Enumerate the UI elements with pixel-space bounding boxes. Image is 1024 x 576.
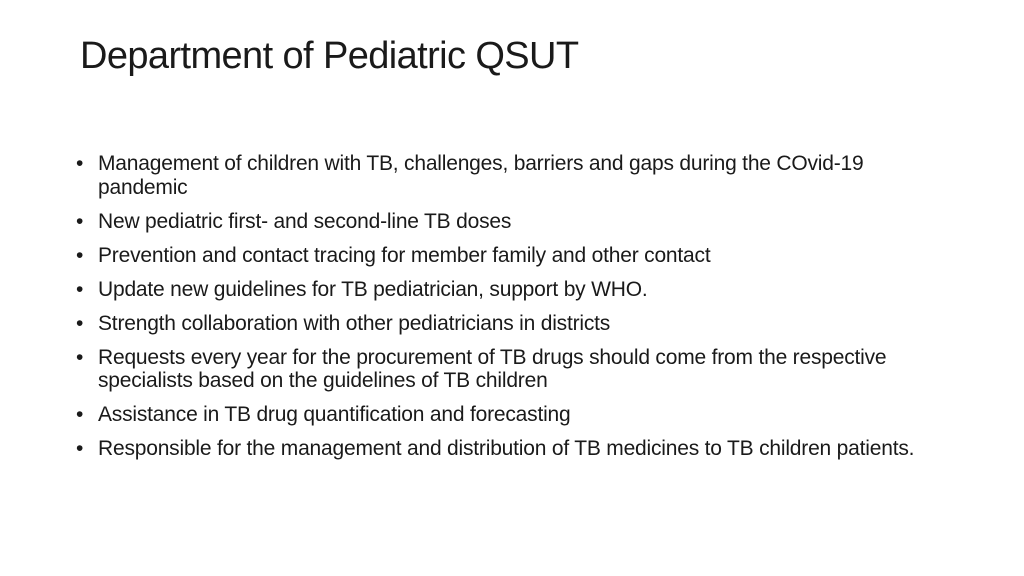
bullet-text: Prevention and contact tracing for member family and other contact (98, 243, 711, 267)
bullet-item (76, 346, 946, 393)
bullet-item (76, 152, 946, 199)
bullet-text: Assistance in TB drug quantification and forecasting (98, 403, 571, 426)
bullet-text: Update new guidelines for TB pediatrician, support by WHO. (98, 277, 648, 301)
bullet-text: Management of children with TB, challenges, barriers and gaps during the COvid-19 pandemic (98, 152, 864, 199)
bullet-text: Strength collaboration with other pediatricians in districts (98, 311, 611, 335)
bullet-dot-icon: • (76, 437, 84, 460)
bullet-item (76, 278, 946, 302)
bullet-text: Responsible for the management and distribution of TB medicines to TB children patients. (98, 437, 915, 460)
bullet-item (76, 312, 946, 336)
bullet-text: New pediatric first- and second-line TB doses (98, 209, 512, 233)
bullet-item (76, 437, 946, 461)
bullet-dot-icon: • (76, 403, 84, 426)
bullet-dot-icon: • (76, 152, 84, 175)
bullet-item (76, 244, 946, 268)
bullet-dot-icon: • (76, 345, 84, 369)
slide-title: Department of Pediatric QSUT (80, 35, 579, 77)
bullet-item (76, 210, 946, 234)
bullet-list (76, 152, 946, 471)
bullet-item (76, 403, 946, 427)
bullet-dot-icon: • (76, 311, 84, 335)
bullet-dot-icon: • (76, 209, 84, 233)
bullet-dot-icon: • (76, 243, 84, 267)
bullet-text: Requests every year for the procurement of TB drugs should come from the respective specialists based on the guidelines of TB children (98, 345, 887, 392)
bullet-dot-icon: • (76, 277, 84, 301)
